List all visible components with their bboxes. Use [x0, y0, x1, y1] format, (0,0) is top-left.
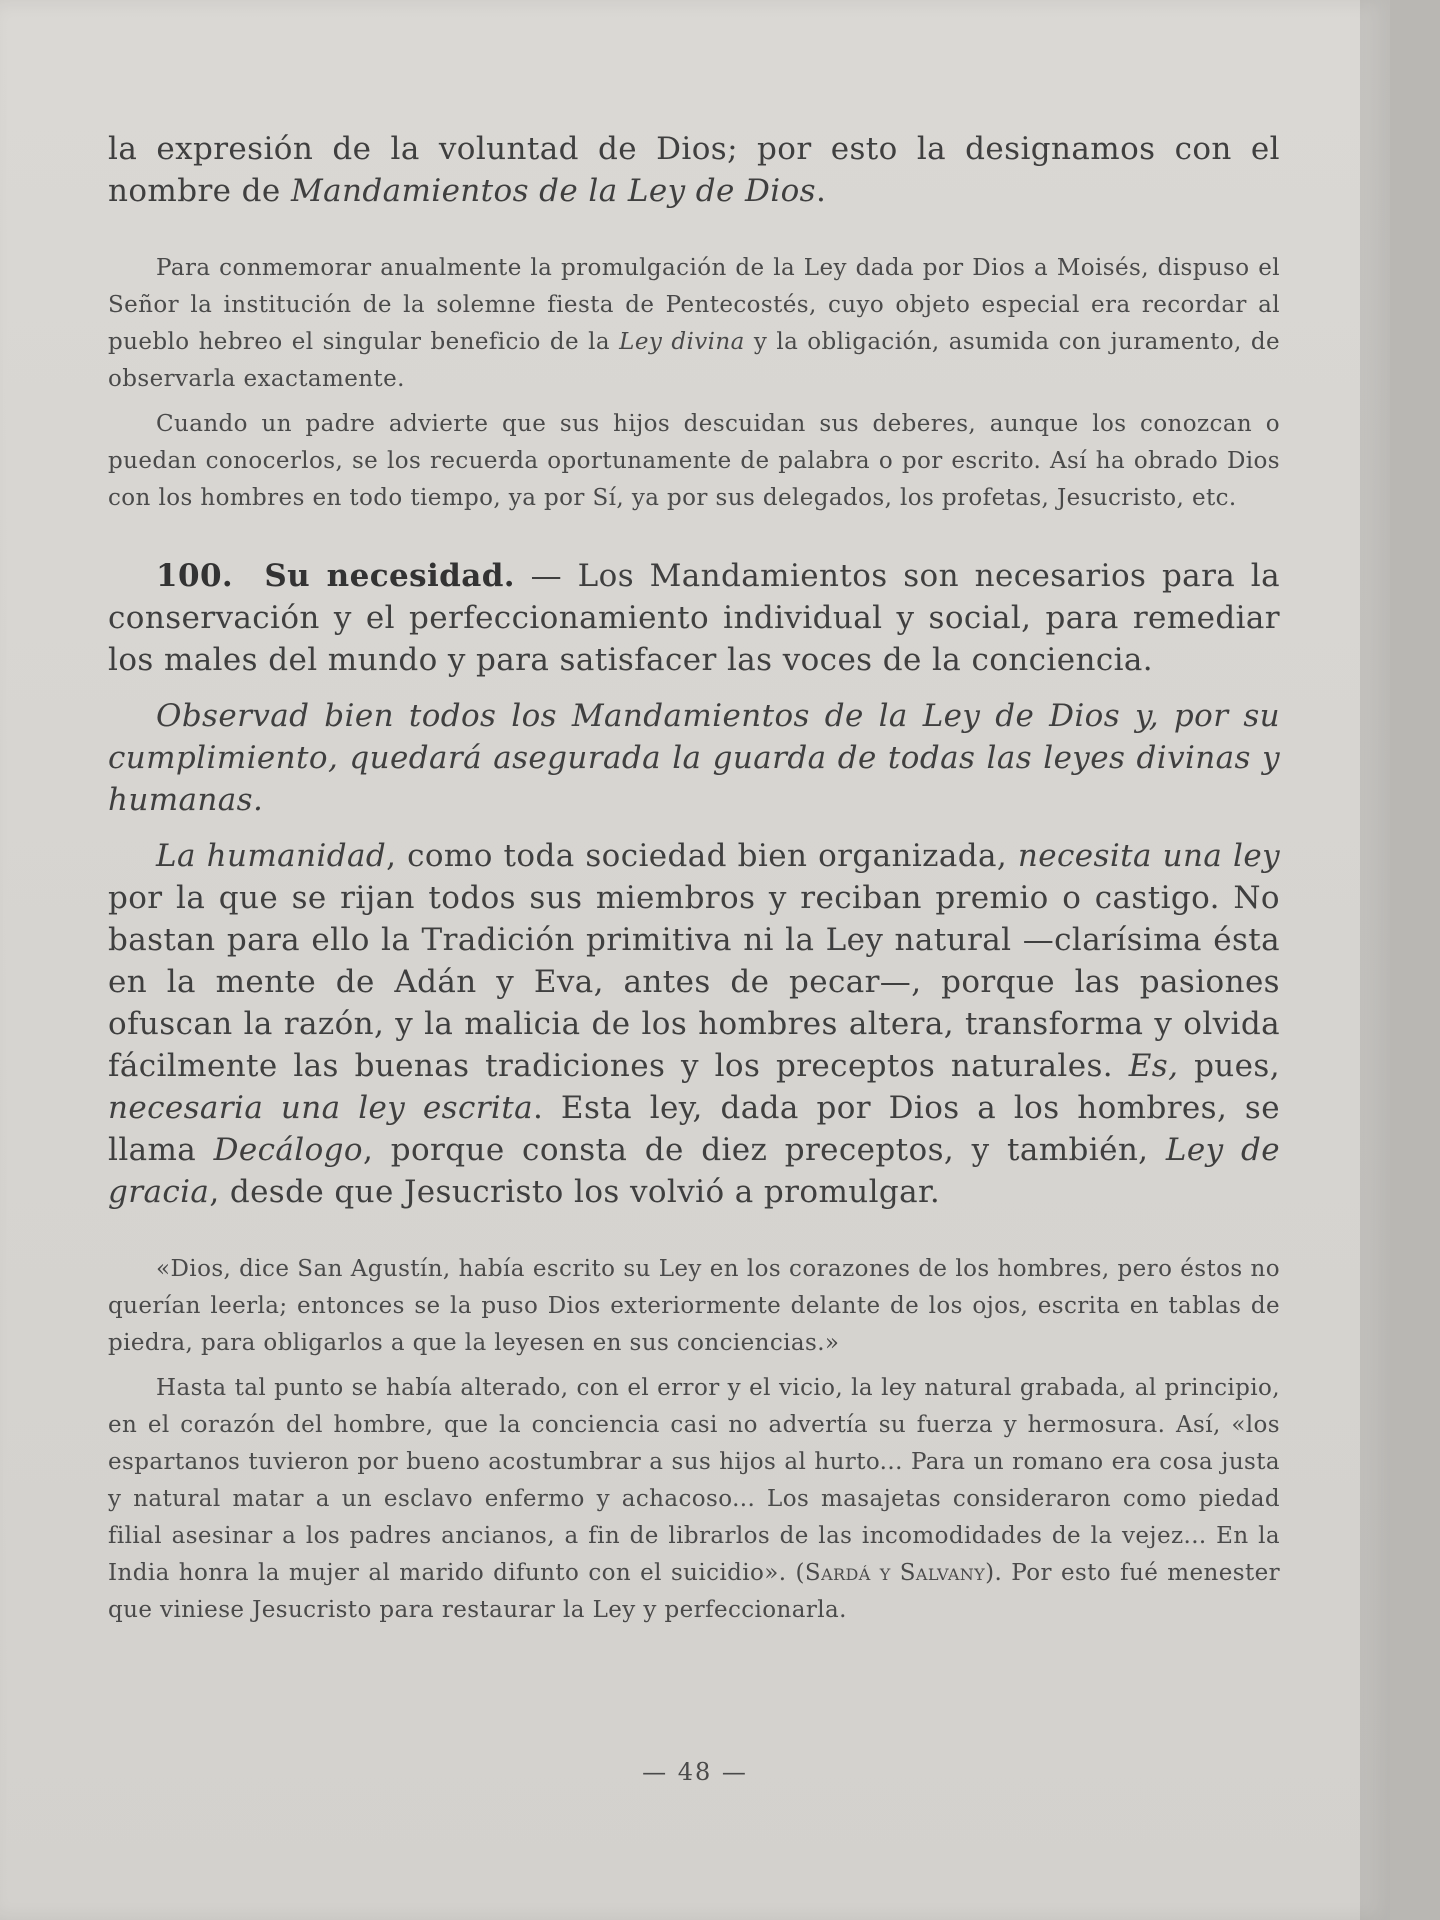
section-text: — Los Mandamientos son necesarios para la conservación y el perfeccionamiento individual y social, para remediar los males del mundo y para satisfacer las voces de la conciencia. — [108, 558, 1280, 678]
page-number: — 48 — — [642, 1758, 748, 1786]
intro-end: . — [815, 173, 827, 209]
humanity-p8: . Esta ley, dada por Dios a los hombres, se llama — [108, 1090, 1280, 1168]
note-paragraph-1 — [108, 250, 1280, 398]
page-content — [108, 128, 1280, 1629]
section-100-paragraph — [108, 555, 1280, 681]
humanity-p4: por la que se rijan todos sus miembros y reciban premio o castigo. No bastan para ello la Tradición primitiva ni la Ley natural —clarísima ésta en la mente de Adán y Eva, antes de pecar—, porque las pasiones ofuscan la razón, y la malicia de los hombres altera, transforma y olvida fácilmente las buenas tradiciones y los preceptos naturales. — [108, 880, 1280, 1084]
humanity-p7: necesaria una ley escrita — [108, 1090, 533, 1126]
section-title: Su necesidad. — [264, 558, 515, 594]
note1-italic: Ley divina — [619, 329, 745, 355]
note1-text: Para conmemorar anualmente la promulgación de la Ley dada por Dios a Moisés, dispuso el Señor la institución de la solemne fiesta de Pentecostés, cuyo objeto especial era recordar al pueblo hebreo el singular beneficio de la — [108, 255, 1280, 355]
section-number: 100. — [156, 558, 234, 594]
humanity-p9: Decálogo — [213, 1132, 363, 1168]
humanity-p5: Es, — [1128, 1048, 1179, 1084]
last-p3: ). Por esto fué menester que viniese Jesucristo para restaurar la Ley y perfeccionarla. — [108, 1560, 1280, 1623]
humanity-p6: pues, — [1178, 1048, 1280, 1084]
intro-text: la expresión de la voluntad de Dios; por esto la designamos con el nombre de — [108, 131, 1280, 209]
note1-end: y la obligación, asumida con juramento, de observarla exactamente. — [108, 329, 1280, 392]
humanity-p2: , como toda sociedad bien organizada, — [386, 838, 1018, 874]
note-paragraph-2: Cuando un padre advierte que sus hijos descuidan sus deberes, aunque los conozcan o puedan conocerlos, se los recuerda oportunamente de palabra o por escrito. Así ha obrado Dios con los hombres en todo tiempo, ya por Sí, ya por sus delegados, los profetas, Jesucristo, etc. — [108, 411, 1280, 511]
humanity-p12: , desde que Jesucristo los volvió a promulgar. — [209, 1174, 941, 1210]
intro-paragraph — [108, 128, 1280, 212]
humanity-p3: necesita una ley — [1017, 838, 1280, 874]
last-p1: Hasta tal punto se había alterado, con el error y el vicio, la ley natural grabada, al principio, en el corazón del hombre, que la conciencia casi no advertía su fuerza y hermosura. Así, «los espartanos tuvieron por bueno acostumbrar a sus hijos al hurto... Para un romano era cosa justa y natural matar a un esclavo enfermo y achacoso... Los masajetas consideraron como piedad filial asesinar a los padres ancianos, a fin de librarlos de las incomodidades de la vejez... En la India honra la mujer al marido difunto con el suicidio». ( — [108, 1375, 1280, 1586]
last-paragraph — [108, 1370, 1280, 1629]
humanity-paragraph — [108, 835, 1280, 1213]
humanity-p1: La humanidad — [156, 838, 387, 874]
italic-paragraph: Observad bien todos los Mandamientos de la Ley de Dios y, por su cumplimiento, quedará asegurada la guarda de todas las leyes divinas y humanas. — [108, 698, 1280, 818]
last-p2: Sardá y Salvany — [804, 1560, 986, 1586]
intro-italic: Mandamientos de la Ley de Dios — [290, 173, 816, 209]
page-edge-shadow — [1360, 0, 1390, 1920]
quote-paragraph: «Dios, dice San Agustín, había escrito su Ley en los corazones de los hombres, pero éstos no querían leerla; entonces se la puso Dios exteriormente delante de los ojos, escrita en tablas de piedra, para obligarlos a que la leyesen en sus conciencias.» — [108, 1256, 1280, 1356]
humanity-p11: Ley de gracia — [108, 1132, 1281, 1210]
humanity-p10: , porque consta de diez preceptos, y también, — [363, 1132, 1166, 1168]
